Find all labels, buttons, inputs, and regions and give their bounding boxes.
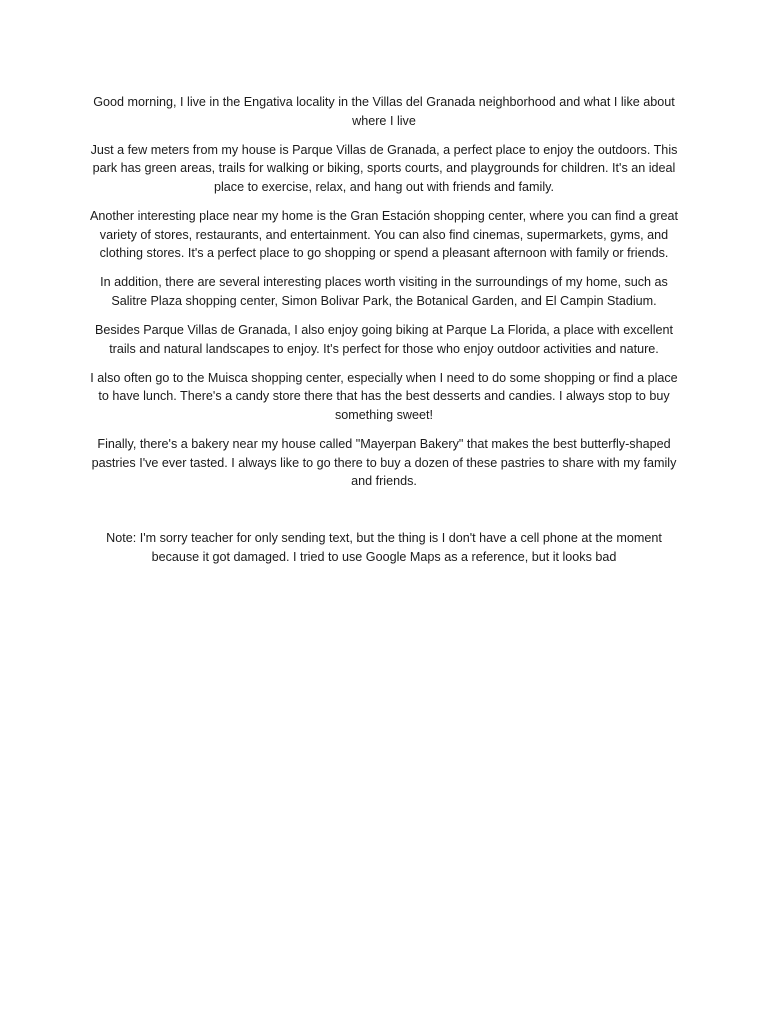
gran-estacion-paragraph: Another interesting place near my home is the Gran Estación shopping center, where you can find a great variety of stores, restaurants, and entertainment. You can also find cinemas, supermarkets, gyms, and clothing stores. It's a perfect place to go shopping or spend a pleasant afternoon with family or friends. — [89, 208, 679, 261]
muisca-paragraph: I also often go to the Muisca shopping center, especially when I need to do some shopping or find a place to have lunch. There's a candy store there that has the best desserts and candies. I always stop to buy something sweet! — [90, 370, 678, 422]
paragraph-spacer — [88, 501, 680, 529]
intro-paragraph: Good morning, I live in the Engativa locality in the Villas del Granada neighborhood and what I like about where I live — [93, 95, 675, 128]
surroundings-paragraph: In addition, there are several interesting places worth visiting in the surroundings of my home, such as Salitre Plaza shopping center, Simon Bolivar Park, the Botanical Garden, and El Campin Stadium. — [100, 275, 668, 308]
document-body — [88, 93, 680, 577]
parque-la-florida-paragraph: Besides Parque Villas de Granada, I also enjoy going biking at Parque La Florida, a place with excellent trails and natural landscapes to enjoy. It's perfect for those who enjoy outdoor activities and nature. — [94, 322, 674, 356]
parque-villas-paragraph: Just a few meters from my house is Parque Villas de Granada, a perfect place to enjoy the outdoors. This park has green areas, trails for walking or biking, sports courts, and playgrounds for children. It's an ideal place to exercise, relax, and hang out with friends and family. — [90, 142, 678, 194]
bakery-paragraph: Finally, there's a bakery near my house called "Mayerpan Bakery" that makes the best butterfly-shaped pastries I've ever tasted. I always like to go there to buy a dozen of these pastries to share with my family and friends. — [91, 436, 677, 489]
note-paragraph: Note: I'm sorry teacher for only sending text, but the thing is I don't have a cell phone at the moment because it got damaged. I tried to use Google Maps as a reference, but it looks bad — [106, 531, 662, 564]
